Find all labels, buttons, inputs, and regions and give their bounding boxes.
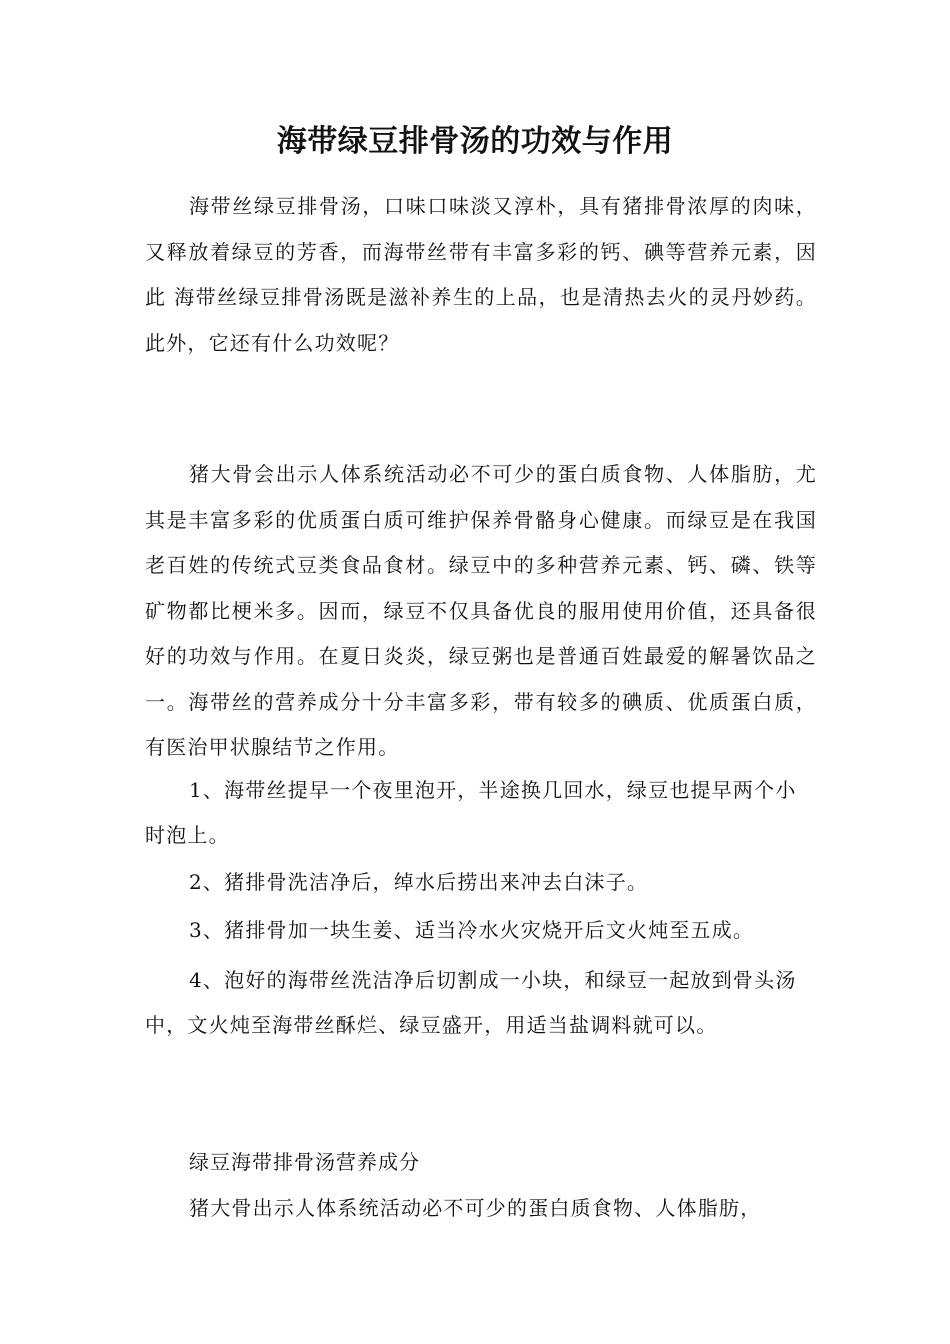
- step-item-1: 1、海带丝提早一个夜里泡开，半途换几回水，绿豆也提早两个小时泡上。: [145, 778, 797, 847]
- final-paragraph: 猪大骨出示人体系统活动必不可少的蛋白质食物、人体脂肪，: [189, 1196, 762, 1220]
- step-item-2: 2、猪排骨洗洁净后，绰水后捞出来冲去白沫子。: [189, 870, 649, 894]
- intro-paragraph: 海带丝绿豆排骨汤，口味口味淡又淳朴，具有猪排骨浓厚的肉味，又释放着绿豆的芳香，而海带丝带有丰富多彩的钙、碘等营养元素，因此 海带丝绿豆排骨汤既是滋补养生的上品，也是清热去火的灵丹妙药。此外，它还有什么功效呢？: [145, 194, 817, 355]
- step-item-4: 4、泡好的海带丝洗洁净后切割成一小块，和绿豆一起放到骨头汤中，文火炖至海带丝酥烂、绿豆盛开，用适当盐调料就可以。: [145, 968, 797, 1037]
- body-paragraph: 猪大骨会出示人体系统活动必不可少的蛋白质食物、人体脂肪，尤其是丰富多彩的优质蛋白质可维护保养骨骼身心健康。而绿豆是在我国老百姓的传统式豆类食品食材。绿豆中的多种营养元素、钙、磷、铁等矿物都比梗米多。因而，绿豆不仅具备优良的服用使用价值，还具备很好的功效与作用。在夏日炎炎，绿豆粥也是普通百姓最爱的解暑饮品之一。海带丝的营养成分十分丰富多彩，带有较多的碘质、优质蛋白质，有医治甲状腺结节之作用。: [145, 462, 817, 759]
- document-title: 海带绿豆排骨汤的功效与作用: [276, 124, 674, 159]
- step-item-3: 3、猪排骨加一块生姜、适当冷水火灾烧开后文火炖至五成。: [189, 918, 755, 942]
- section-heading: 绿豆海带排骨汤营养成分: [189, 1150, 420, 1174]
